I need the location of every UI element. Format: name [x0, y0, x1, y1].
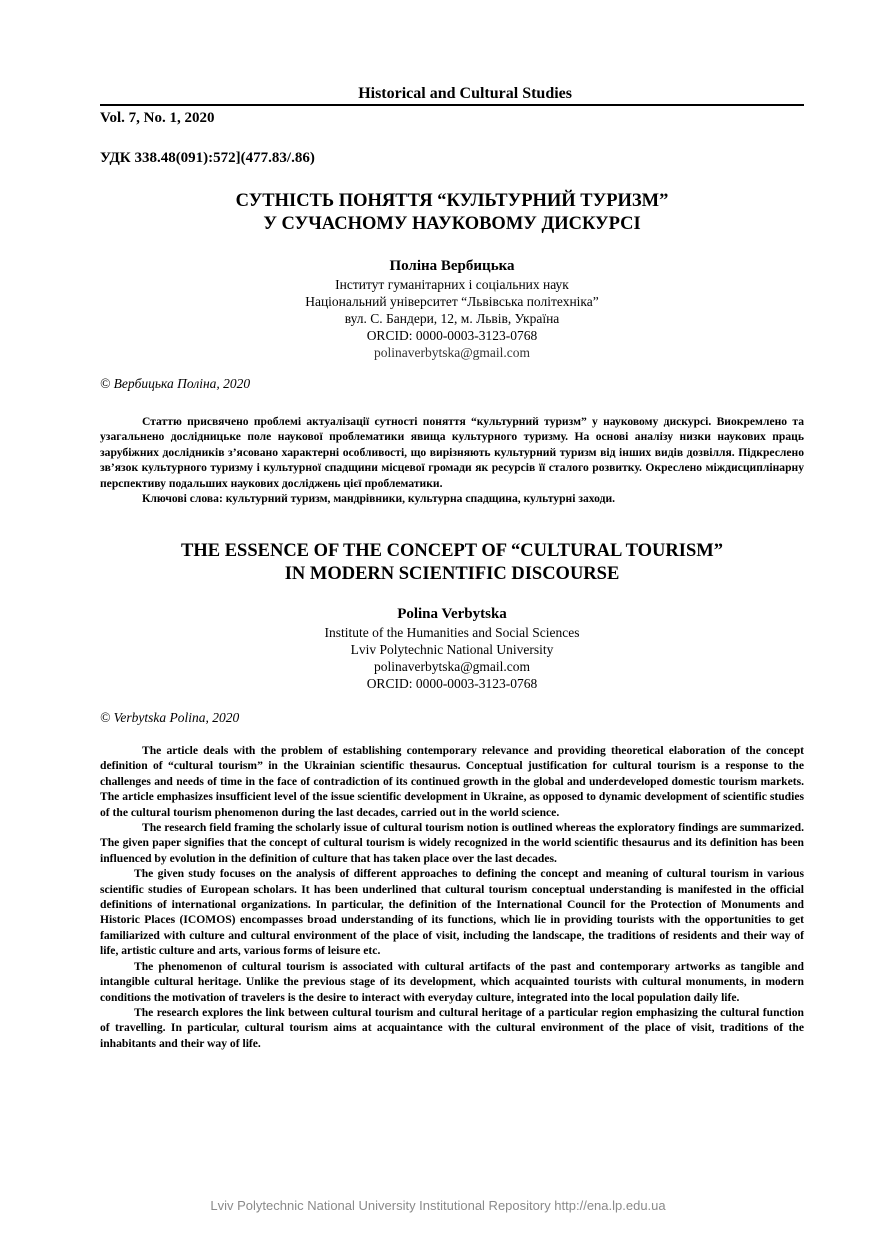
ua-title	[100, 190, 804, 236]
en-email-link[interactable]: polinaverbytska@gmail.com	[373, 659, 531, 674]
ua-title-line-2: У СУЧАСНОМУ НАУКОВОМУ ДИСКУРСІ	[263, 214, 641, 234]
ua-keywords: Ключові слова: культурний туризм, мандрівники, культурна спадщина, культурні заходи.	[142, 492, 616, 506]
journal-section-title: Historical and Cultural Studies	[358, 85, 572, 102]
ua-author-name: Поліна Вербицька	[389, 258, 515, 274]
en-author-name: Polina Verbytska	[397, 606, 507, 622]
ua-address: вул. С. Бандери, 12, м. Львів, Україна	[344, 311, 560, 326]
en-abstract-paragraph: The article deals with the problem of establishing contemporary relevance and providing theoretical elaboration of the concept definition of “cultural tourism” in the Ukrainian scientific thesaurus. Conceptual justification for cultural tourism is a response to the challenges and needs of time in the face of contradiction of its continued growth in the global and underdeveloped domestic tourism markets. The article emphasizes insufficient level of the issue scientific development in Ukraine, as opposed to dynamic development of scientific studies of the cultural tourism phenomenon during the last decades, carried out in the world science.	[100, 744, 804, 819]
ua-email-link[interactable]: polinaverbytska@gmail.com	[373, 345, 531, 360]
volume-info: Vol. 7, No. 1, 2020	[100, 110, 215, 126]
en-orcid: ORCID: 0000-0003-3123-0768	[366, 676, 538, 691]
ua-affiliation-institute: Інститут гуманітарних і соціальних наук	[335, 277, 569, 292]
ua-author-block	[200, 257, 704, 361]
en-abstract-paragraph: The research field framing the scholarly issue of cultural tourism notion is outlined whereas the exploratory findings are summarized. The given paper signifies that the concept of cultural tourism is widely recognized in the world scientific thesaurus and its definition has been influenced by evolution in the definition of culture that has taken place over the last decades.	[100, 821, 804, 865]
en-abstract-paragraph: The phenomenon of cultural tourism is associated with cultural artifacts of the past and contemporary artworks as tangible and intangible cultural heritage. Unlike the previous stage of its development, which acquainted tourists with cultural monuments, in modern conditions the motivation of travelers is the desire to interact with everyday culture, integrated into the local population daily life.	[100, 959, 804, 1004]
en-title-line-2: IN MODERN SCIENTIFIC DISCOURSE	[284, 564, 620, 584]
en-abstract	[100, 743, 804, 1051]
ua-copyright: © Вербицька Поліна, 2020	[100, 376, 251, 391]
ua-affiliation-university: Національний університет “Львівська політехніка”	[305, 294, 599, 309]
ua-orcid: ORCID: 0000-0003-3123-0768	[366, 328, 538, 343]
en-author-block	[200, 605, 704, 692]
ua-abstract-text: Статтю присвячено проблемі актуалізації сутності поняття “культурний туризм” у науковому дискурсі. Виокремлено та узагальнено дослідницьке поле наукової проблематики явища культурного туризму. На основі аналізу низки наукових праць зарубіжних дослідників з’ясовано характерні особливості, що вирізняють культурний туризм від інших видів дозвілля. Підкреслено зв’язок культурного туризму і культурної спадщини місцевої громади як ресурсів її сталого розвитку. Окреслено міждисциплінарну перспективу подальших наукових досліджень цієї проблематики.	[100, 415, 804, 490]
en-affiliation-university: Lviv Polytechnic National University	[350, 642, 554, 657]
repository-footer: Lviv Polytechnic National University Institutional Repository http://ena.lp.edu.ua	[210, 1198, 666, 1213]
en-title-line-1: THE ESSENCE OF THE CONCEPT OF “CULTURAL TOURISM”	[181, 541, 723, 561]
en-abstract-paragraph: The given study focuses on the analysis of different approaches to defining the concept and meaning of cultural tourism in various scientific studies of European scholars. It has been underlined that cultural tourism conceptual understanding is manifested in the official definitions of international organizations. In particular, the definition of the International Council for the Protection of Monuments and Historic Places (ICOMOS) encompasses broad understanding of its functions, which lie in providing tourists with the opportunities to get familiarized with culture and cultural environment of the place of visit, including the landscape, the traditions of residents and their way of life, artistic culture and arts, various forms of leisure etc.	[100, 867, 804, 958]
ua-title-line-1: СУТНІСТЬ ПОНЯТТЯ “КУЛЬТУРНИЙ ТУРИЗМ”	[235, 191, 669, 211]
en-affiliation-institute: Institute of the Humanities and Social Sciences	[324, 625, 580, 640]
en-abstract-paragraph: The research explores the link between cultural tourism and cultural heritage of a particular region emphasizing the cultural function of travelling. In particular, cultural tourism aims at acquaintance with the cultural environment of the place of visit, traditions of the inhabitants and their way of life.	[100, 1005, 804, 1050]
en-title	[100, 540, 804, 586]
en-copyright: © Verbytska Polina, 2020	[100, 710, 240, 725]
ua-abstract	[100, 414, 804, 506]
udk-code: УДК 338.48(091):572](477.83/.86)	[100, 150, 315, 166]
header-rule	[100, 104, 804, 106]
